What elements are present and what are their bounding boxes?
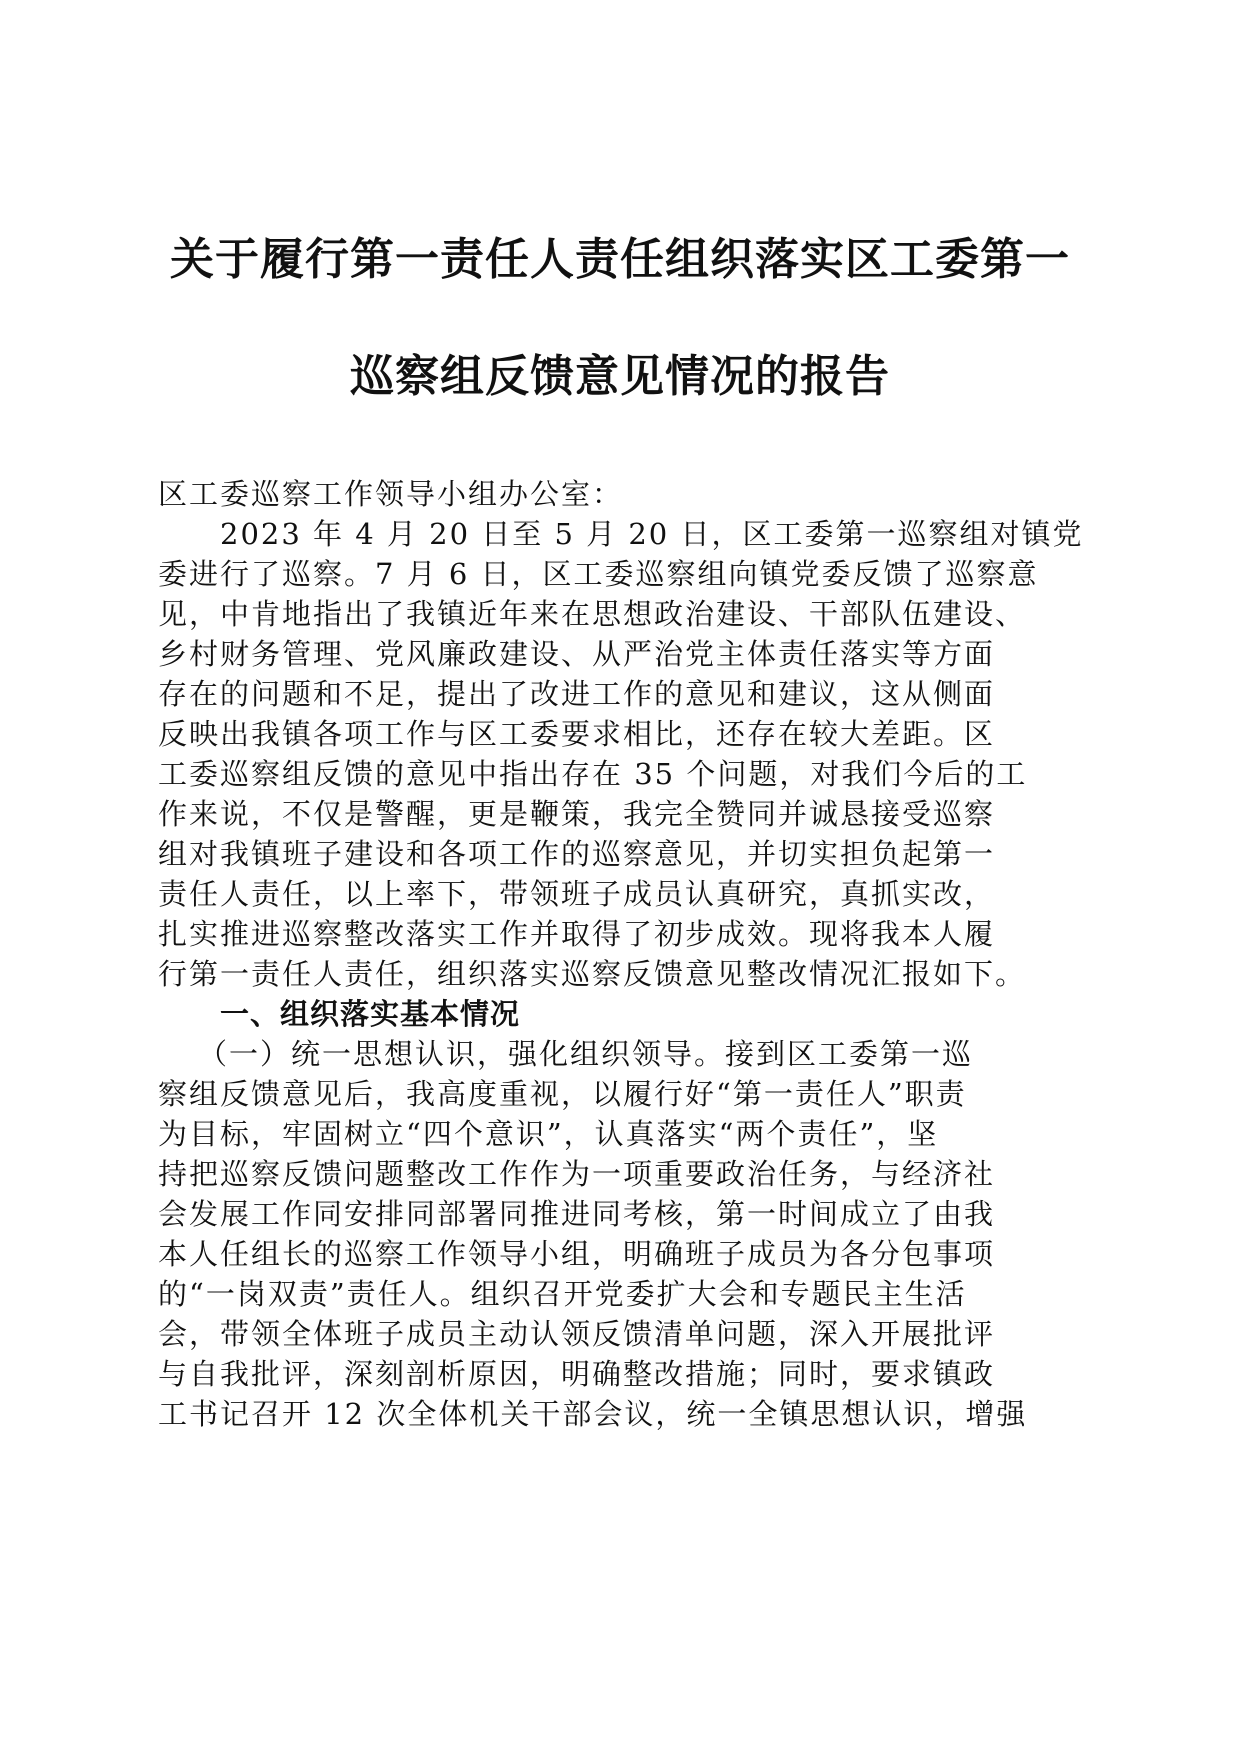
paragraph-line: 反映出我镇各项工作与区工委要求相比，还存在较大差距。区 (158, 717, 996, 751)
paragraph-text: 接到区工委第一巡 (725, 1037, 974, 1071)
paragraph-line: 2023 年 4 月 20 日至 5 月 20 日，区工委第一巡察组对镇党 (220, 517, 1084, 551)
paragraph-line: 乡村财务管理、党风廉政建设、从严治党主体责任落实等方面 (158, 637, 996, 671)
document-title-line-2: 巡察组反馈意见情况的报告 (350, 351, 890, 402)
paragraph-line: 与自我批评，深刻剖析原因，明确整改措施；同时，要求镇政 (158, 1357, 996, 1391)
paragraph-line: 扎实推进巡察整改落实工作并取得了初步成效。现将我本人履 (158, 917, 996, 951)
paragraph-line: 见，中肯地指出了我镇近年来在思想政治建设、干部队伍建设、 (158, 597, 1027, 631)
document-title-line-1: 关于履行第一责任人责任组织落实区工委第一 (170, 234, 1070, 285)
paragraph-line: 委进行了巡察。7 月 6 日，区工委巡察组向镇党委反馈了巡察意 (158, 557, 1039, 591)
paragraph-line: 持把巡察反馈问题整改工作作为一项重要政治任务，与经济社 (158, 1157, 996, 1191)
paragraph-line: 本人任组长的巡察工作领导小组，明确班子成员为各分包事项 (158, 1237, 996, 1271)
paragraph-line: 为目标，牢固树立“四个意识”，认真落实“两个责任”，坚 (158, 1117, 939, 1151)
paragraph-line: 会，带领全体班子成员主动认领反馈清单问题，深入开展批评 (158, 1317, 996, 1351)
paragraph-line: 的“一岗双责”责任人。组织召开党委扩大会和专题民主生活 (158, 1277, 967, 1311)
paragraph-line: 工委巡察组反馈的意见中指出存在 35 个问题，对我们今后的工 (158, 757, 1028, 791)
paragraph-line: 责任人责任，以上率下，带领班子成员认真研究，真抓实改， (158, 877, 996, 911)
paragraph-line: 存在的问题和不足，提出了改进工作的意见和建议，这从侧面 (158, 677, 996, 711)
paragraph-line: 工书记召开 12 次全体机关干部会议，统一全镇思想认识，增强 (158, 1397, 1028, 1431)
document-body (158, 474, 1098, 1434)
paragraph-line: 作来说，不仅是警醒，更是鞭策，我完全赞同并诚恳接受巡察 (158, 797, 996, 831)
paragraph-line (158, 1034, 1098, 1074)
sub-heading: （一）统一思想认识，强化组织领导。 (198, 1037, 726, 1071)
paragraph-line: 行第一责任人责任，组织落实巡察反馈意见整改情况汇报如下。 (158, 957, 1027, 991)
addressee: 区工委巡察工作领导小组办公室： (158, 477, 624, 511)
paragraph-line: 会发展工作同安排同部署同推进同考核，第一时间成立了由我 (158, 1197, 996, 1231)
section-heading: 一、组织落实基本情况 (220, 997, 521, 1031)
paragraph-line: 组对我镇班子建设和各项工作的巡察意见，并切实担负起第一 (158, 837, 996, 871)
paragraph-line: 察组反馈意见后，我高度重视，以履行好“第一责任人”职责 (158, 1077, 967, 1111)
